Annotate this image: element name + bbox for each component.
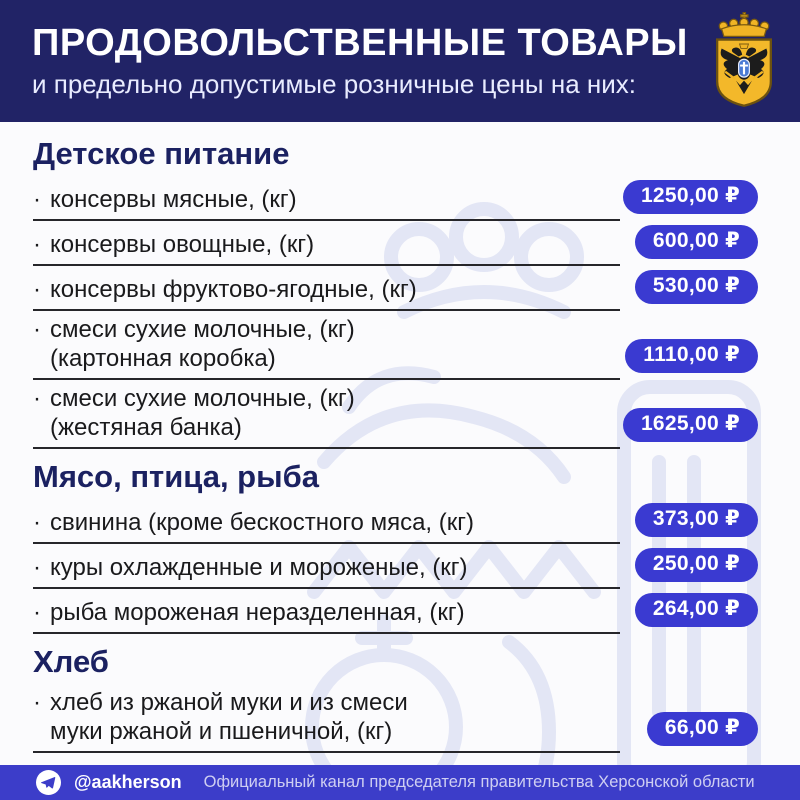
item-text: свинина (кроме бескостного мяса, (кг)	[50, 509, 474, 536]
section-title: Хлеб	[33, 644, 109, 680]
item-label	[33, 185, 297, 214]
price-row	[0, 311, 800, 378]
price-row	[0, 589, 800, 632]
item-label	[33, 553, 468, 582]
price-row	[0, 684, 800, 751]
price-badge: 1110,00 ₽	[625, 339, 758, 373]
price-row	[0, 266, 800, 309]
footer-description: Официальный канал председателя правительства Херсонской области	[203, 773, 755, 791]
item-text: консервы овощные, (кг)	[50, 230, 315, 258]
list-bullet: ·	[33, 185, 41, 213]
price-row	[0, 380, 800, 447]
header	[0, 0, 800, 122]
kherson-coat-of-arms-icon	[710, 9, 778, 113]
section-title: Детское питание	[33, 136, 290, 171]
item-text: куры охлажденные и мороженые, (кг)	[50, 554, 468, 581]
list-bullet: ·	[33, 688, 41, 716]
telegram-handle[interactable]: @aakherson	[74, 772, 182, 792]
item-text-line2: муки ржаной и пшеничной, (кг)	[50, 718, 393, 746]
section-bread	[0, 644, 800, 753]
price-badge: 264,00 ₽	[635, 593, 758, 627]
page-subtitle: и предельно допустимые розничные цены на них:	[32, 68, 636, 99]
item-text: консервы фруктово-ягодные, (кг)	[50, 275, 417, 303]
list-bullet: ·	[33, 554, 41, 581]
price-badge: 1625,00 ₽	[623, 408, 758, 442]
section-title: Мясо, птица, рыба	[33, 459, 319, 495]
list-bullet: ·	[33, 315, 41, 343]
section-baby-food	[0, 136, 800, 449]
item-text: смеси сухие молочные, (кг)	[50, 385, 355, 413]
item-text: рыба мороженая неразделенная, (кг)	[50, 599, 465, 626]
item-text: смеси сухие молочные, (кг)	[50, 315, 355, 343]
price-row	[0, 544, 800, 587]
list-bullet: ·	[33, 599, 41, 626]
item-text-line2: (жестяная банка)	[50, 414, 242, 442]
item-label	[33, 315, 355, 373]
item-text: консервы мясные, (кг)	[50, 185, 297, 213]
section-meat-poultry-fish	[0, 459, 800, 634]
list-bullet: ·	[33, 275, 41, 303]
price-badge: 250,00 ₽	[635, 548, 758, 582]
telegram-icon	[36, 770, 61, 795]
price-badge: 530,00 ₽	[635, 270, 758, 304]
price-badge: 66,00 ₽	[647, 712, 758, 746]
price-badge: 600,00 ₽	[635, 225, 758, 259]
header-text	[32, 22, 688, 100]
price-row	[0, 221, 800, 264]
price-list-body	[0, 122, 800, 765]
item-label	[33, 384, 355, 442]
item-text: хлеб из ржаной муки и из смеси	[50, 688, 408, 716]
list-bullet: ·	[33, 509, 41, 536]
row-divider	[33, 632, 620, 634]
item-label	[33, 230, 314, 259]
item-label	[33, 688, 408, 746]
page-title: ПРОДОВОЛЬСТВЕННЫЕ ТОВАРЫ	[32, 22, 688, 65]
price-badge: 373,00 ₽	[635, 503, 758, 537]
price-row	[0, 499, 800, 542]
item-text-line2: (картонная коробка)	[50, 344, 276, 372]
row-divider	[33, 751, 620, 753]
list-bullet: ·	[33, 230, 41, 258]
item-label	[33, 275, 417, 304]
footer-bar	[0, 765, 800, 800]
row-divider	[33, 447, 620, 449]
list-bullet: ·	[33, 385, 41, 413]
item-label	[33, 598, 465, 627]
price-badge: 1250,00 ₽	[623, 180, 758, 214]
item-label	[33, 508, 474, 537]
price-row	[0, 176, 800, 219]
